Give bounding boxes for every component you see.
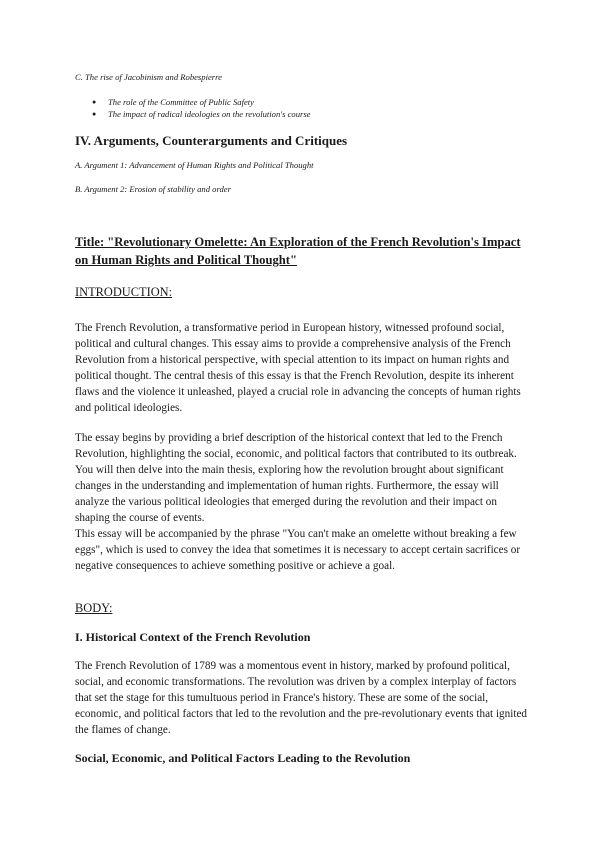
list-item	[92, 108, 311, 120]
body-label: BODY:	[75, 601, 113, 615]
intro-paragraph-2: The essay begins by providing a brief description of the historical context that led to the French Revolution, highlighting the social, economic, and political factors that contributed to its outbreak. You will then delve into the main thesis, exploring how the revolution brought about significant changes in the understanding and implementation of human rights. Furthermore, the essay will analyze the various political ideologies that emerged during the revolution and their impact on shaping the course of events.	[75, 432, 517, 524]
body-paragraph-1: The French Revolution of 1789 was a momentous event in history, marked by profound political, social, and economic transformations. The revolution was driven by a complex interplay of factors that set the stage for this tumultuous period in France's history. These are some of the social, economic, and political factors that led to the revolution and the pre-revolutionary events that ignited the flames of change.	[75, 660, 528, 736]
outline-argument-a: A. Argument 1: Advancement of Human Rights and Political Thought	[75, 160, 314, 170]
list-item-text: The impact of radical ideologies on the revolution's course	[108, 109, 311, 119]
list-item-text: The role of the Committee of Public Safety	[108, 97, 254, 107]
outline-bullet-list	[92, 96, 311, 120]
introduction-label: INTRODUCTION:	[75, 285, 173, 299]
bullet-icon: ●	[92, 110, 97, 118]
bullet-icon: ●	[92, 98, 97, 106]
body-heading-factors: Social, Economic, and Political Factors Leading to the Revolution	[75, 751, 411, 765]
outline-section-c: C. The rise of Jacobinism and Robespierre	[75, 72, 222, 82]
outline-argument-b: B. Argument 2: Erosion of stability and order	[75, 184, 231, 194]
essay-title: Title: "Revolutionary Omelette: An Exploration of the French Revolution's Impact on Human Rights and Political Thought"	[75, 235, 521, 267]
outline-section-iv-heading: IV. Arguments, Counterarguments and Critiques	[75, 133, 348, 148]
intro-paragraph-1: The French Revolution, a transformative period in European history, witnessed profound social, political and cultural changes. This essay aims to provide a comprehensive analysis of the French Revolution from a historical perspective, with special attention to its impact on human rights and political thought. The central thesis of this essay is that the French Revolution, despite its inherent flaws and the violence it unleashed, played a crucial role in advancing the concepts of human rights and political ideologies.	[75, 322, 521, 414]
list-item	[92, 96, 311, 108]
body-heading-historical-context: I. Historical Context of the French Revolution	[75, 630, 311, 644]
intro-paragraph-3: This essay will be accompanied by the phrase "You can't make an omelette without breaking a few eggs", which is used to convey the idea that sometimes it is necessary to accept certain sacrifices or negative consequences to achieve something positive or achieve a goal.	[75, 528, 521, 572]
